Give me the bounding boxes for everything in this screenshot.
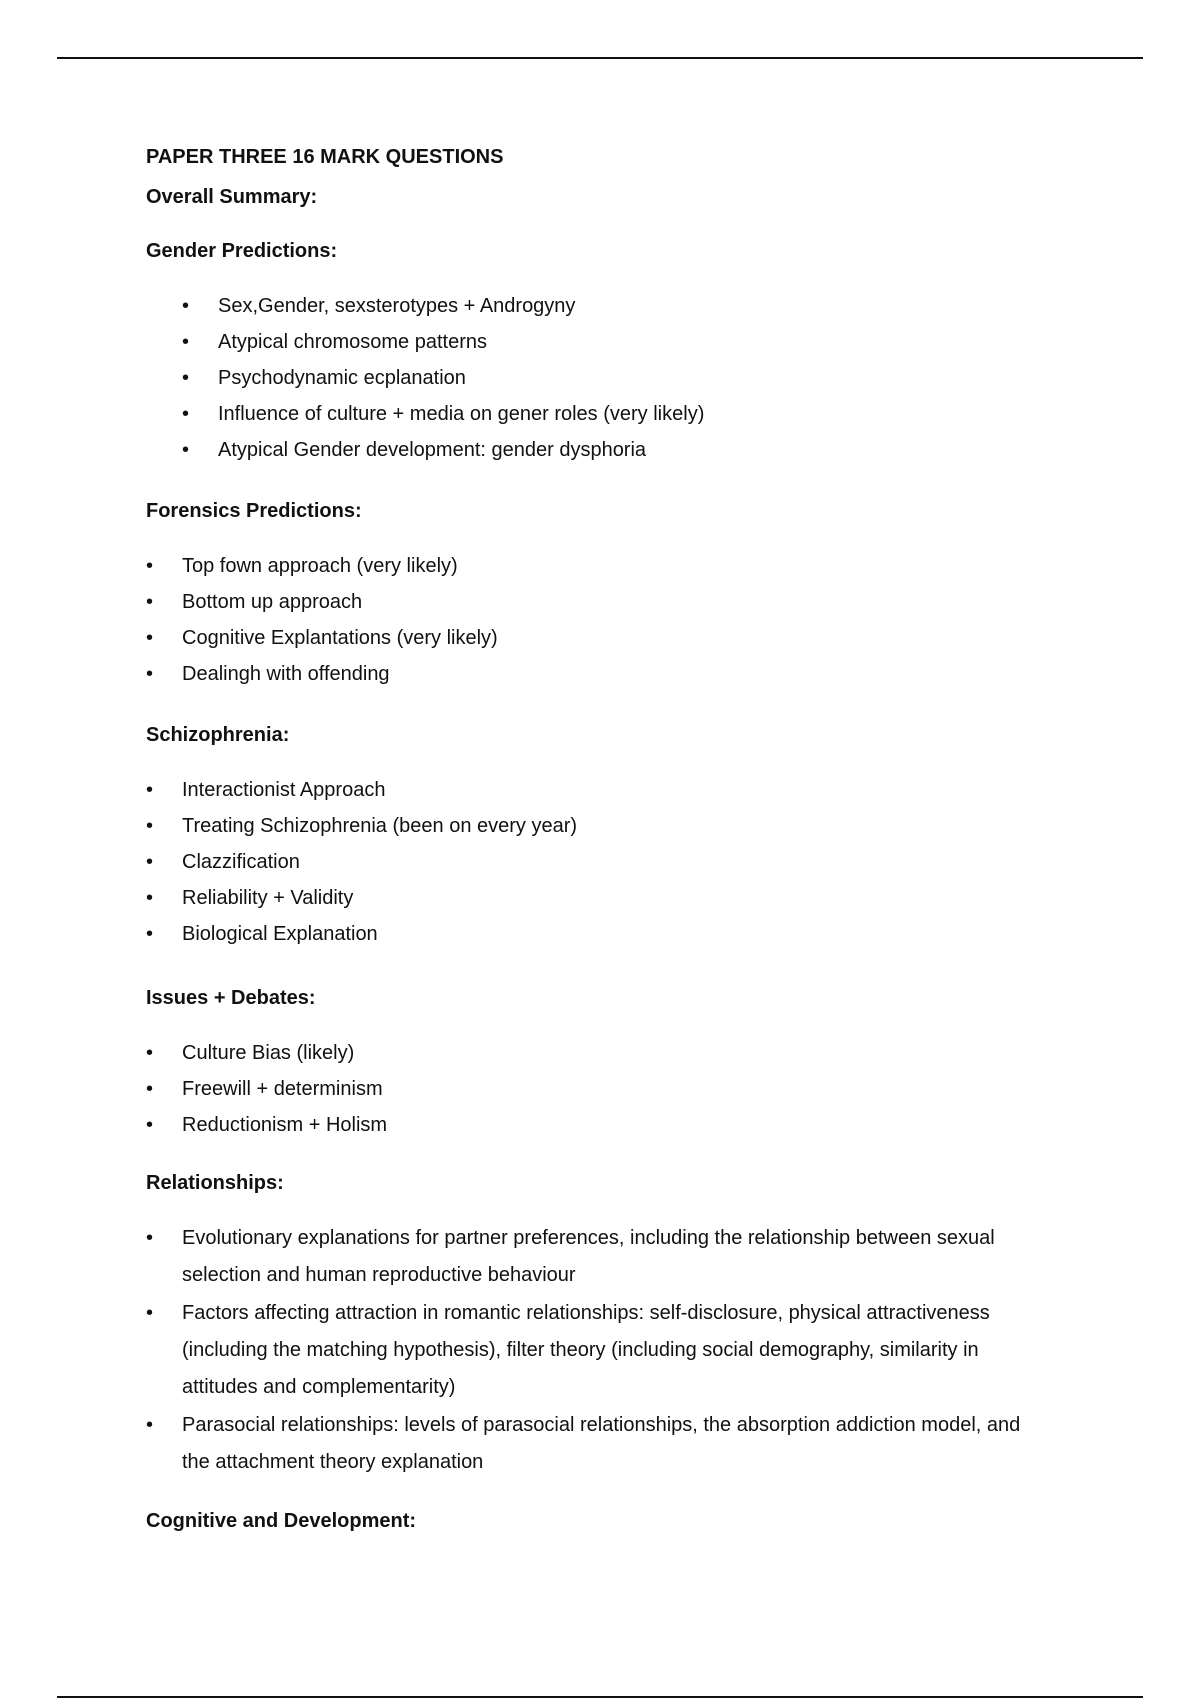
relationships-list (182, 1220, 1052, 1482)
list-item: • Biological Explanation (182, 916, 577, 952)
heading-issues-debates: Issues + Debates: (146, 987, 316, 1009)
list-item: • Reliability + Validity (182, 880, 577, 916)
forensics-predictions-list (182, 548, 498, 692)
gender-predictions-list (218, 288, 704, 468)
list-item: • Reductionism + Holism (182, 1107, 387, 1143)
list-item: • Culture Bias (likely) (182, 1035, 387, 1071)
list-item: • Evolutionary explanations for partner preferences, including the relationship between sexual selection and human reproductive behaviour (182, 1220, 1052, 1294)
heading-relationships: Relationships: (146, 1172, 284, 1194)
list-item: • Interactionist Approach (182, 772, 577, 808)
heading-schizophrenia: Schizophrenia: (146, 724, 290, 746)
list-item: • Psychodynamic ecplanation (218, 360, 704, 396)
list-item: • Factors affecting attraction in romantic relationships: self-disclosure, physical attractiveness (including the matching hypothesis), filter theory (including social demography, similarity in attitudes and complementarity) (182, 1295, 1052, 1406)
list-item: • Top fown approach (very likely) (182, 548, 498, 584)
document-title: PAPER THREE 16 MARK QUESTIONS (146, 146, 504, 168)
list-item: • Clazzification (182, 844, 577, 880)
schizophrenia-list (182, 772, 577, 952)
heading-gender-predictions: Gender Predictions: (146, 240, 338, 262)
list-item: • Freewill + determinism (182, 1071, 387, 1107)
list-item: • Atypical chromosome patterns (218, 324, 704, 360)
list-item: • Sex,Gender, sexsterotypes + Androgyny (218, 288, 704, 324)
heading-overall-summary: Overall Summary: (146, 186, 318, 208)
list-item: • Atypical Gender development: gender dysphoria (218, 432, 704, 468)
list-item: • Influence of culture + media on gener roles (very likely) (218, 396, 704, 432)
list-item: • Bottom up approach (182, 584, 498, 620)
heading-forensics-predictions: Forensics Predictions: (146, 500, 362, 522)
heading-cognitive-development: Cognitive and Development: (146, 1510, 417, 1532)
list-item: • Cognitive Explantations (very likely) (182, 620, 498, 656)
issues-debates-list (182, 1035, 387, 1143)
list-item: • Parasocial relationships: levels of parasocial relationships, the absorption addiction model, and the attachment theory explanation (182, 1407, 1052, 1481)
list-item: • Dealingh with offending (182, 656, 498, 692)
bottom-rule (57, 1696, 1143, 1698)
top-rule (57, 57, 1143, 59)
list-item: • Treating Schizophrenia (been on every year) (182, 808, 577, 844)
